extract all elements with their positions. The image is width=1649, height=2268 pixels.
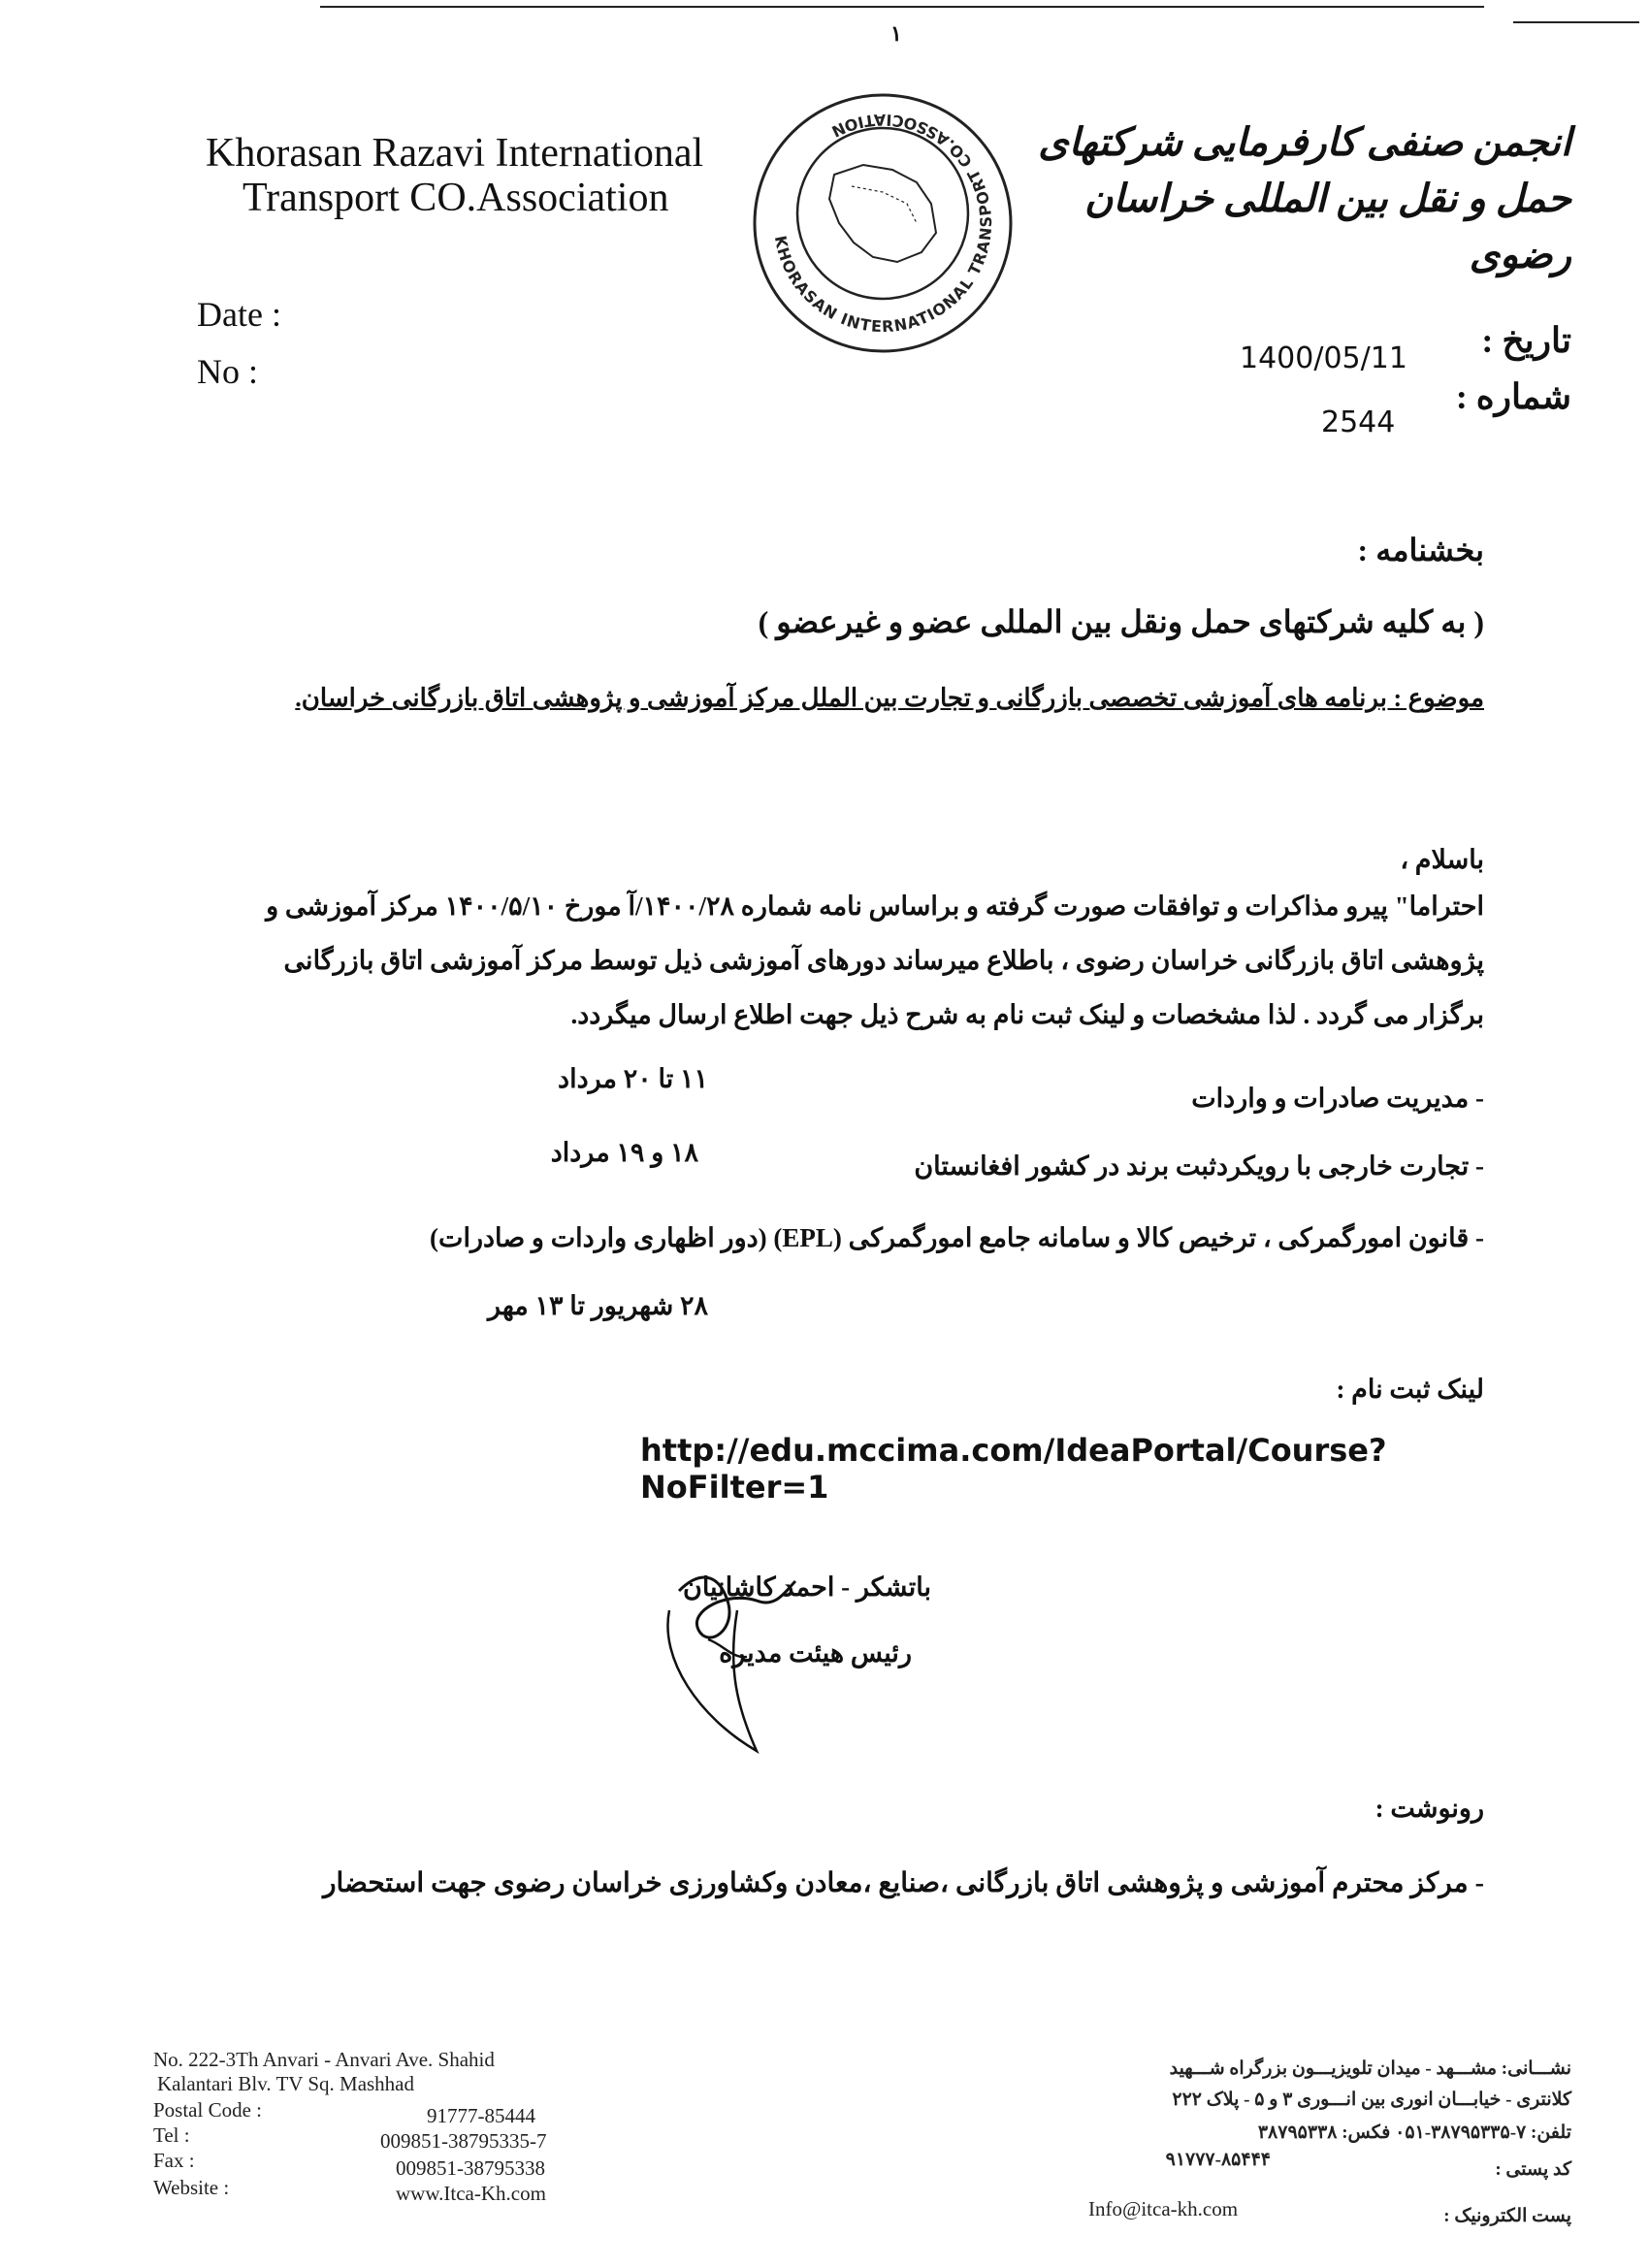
org-name-en-line1: Khorasan Razavi International <box>206 131 704 176</box>
no-label-fa: شماره : <box>1455 377 1571 416</box>
no-label-en: No : <box>197 352 258 391</box>
footer-email-value[interactable]: Info@itca-kh.com <box>1088 2197 1239 2220</box>
svg-text:KHORASAN INTERNATIONAL TRANSPO: KHORASAN INTERNATIONAL TRANSPORT CO.ASSOCIATION <box>770 110 996 337</box>
footer-website-value[interactable]: www.Itca-Kh.com <box>396 2182 546 2205</box>
footer-email-label-fa: پست الکترونیک : <box>1443 2206 1571 2226</box>
greeting: باسلام ، <box>1400 845 1484 874</box>
course-1-title: - مدیریت صادرات و واردات <box>1191 1084 1484 1113</box>
date-value: 1400/05/11 <box>1240 341 1407 375</box>
footer-tel-label: Tel : <box>153 2123 190 2147</box>
course-3-title: - قانون امورگمرکی ، ترخیص کالا و سامانه جامع امورگمرکی (EPL) (دور اظهاری واردات و صادرات) <box>430 1223 1484 1252</box>
footer-address-fa-2: کلانتری - خیابـــان انوری بین انـــوری ۳ و ۵ - پلاک ۲۲۲ <box>1172 2090 1571 2110</box>
paragraph-line-2: پژوهشی اتاق بازرگانی خراسان رضوی ، باطلاع میرساند دورهای آموزشی ذیل توسط مرکز آموزشی اتاق بازرگانی <box>283 946 1484 975</box>
footer-address-en-2: Kalantari Blv. TV Sq. Mashhad <box>157 2072 415 2095</box>
date-label-fa: تاریخ : <box>1481 321 1571 360</box>
cc-label: رونوشت : <box>1374 1794 1484 1823</box>
association-logo-seal <box>737 78 1028 369</box>
top-rule-right <box>1513 21 1639 23</box>
signature-position: رئیس هیئت مدیره <box>719 1638 912 1668</box>
footer-postal-label: Postal Code : <box>153 2098 263 2122</box>
footer-postal-label-fa: کد پستی : <box>1495 2159 1571 2180</box>
org-name-fa: انجمن صنفی کارفرمایی شرکتهای حمل و نقل بین المللی خراسان رضوی <box>1038 120 1571 276</box>
paragraph-line-3: برگزار می گردد . لذا مشخصات و لینک ثبت نام به شرح ذیل جهت اطلاع ارسال میگردد. <box>570 1000 1484 1029</box>
course-2-title: - تجارت خارجی با رویکردثبت برند در کشور افغانستان <box>914 1151 1484 1181</box>
footer-fax-label: Fax : <box>153 2149 195 2172</box>
footer-address-en-1: No. 222-3Th Anvari - Anvari Ave. Shahid <box>153 2048 495 2071</box>
top-mark: ١ <box>890 21 902 46</box>
footer-postal-value-fa: ۹۱۷۷۷-۸۵۴۴۴ <box>1165 2150 1271 2170</box>
footer-fax-value: 009851-38795338 <box>396 2156 545 2180</box>
course-3-dates: ۲۸ شهریور تا ۱۳ مهر <box>487 1291 708 1320</box>
paragraph-line-1: احتراما" پیرو مذاکرات و توافقات صورت گرفته و براساس نامه شماره ۱۴۰۰/۲۸/آ مورخ ۱۴۰۰/۵/۱۰ مرکز آموزشی و <box>266 891 1484 921</box>
letter-number: 2544 <box>1321 405 1396 439</box>
top-rule <box>320 6 1484 8</box>
date-label-en: Date : <box>197 295 281 334</box>
subject-line: موضوع : برنامه های آموزشی تخصصی بازرگانی و تجارت بین الملل مرکز آموزشی و پژوهشی اتاق بازرگانی خراسان. <box>295 684 1484 712</box>
footer-postal-value: 91777-85444 <box>427 2104 535 2127</box>
course-2-dates: ۱۸ و ۱۹ مرداد <box>550 1138 698 1167</box>
footer-tel-value: 009851-38795335-7 <box>380 2129 547 2153</box>
cc-line: - مرکز محترم آموزشی و پژوهشی اتاق بازرگانی ،صنایع ،معادن وکشاورزی خراسان رضوی جهت استحضار <box>323 1868 1484 1898</box>
signature-thanks: باتشکر - احمد کاشانیان <box>682 1572 931 1602</box>
footer-address-fa-1: نشـــانی: مشـــهد - میدان تلویزیـــون بزرگراه شـــهید <box>1169 2058 1571 2079</box>
org-name-en-line2: Transport CO.Association <box>242 176 669 220</box>
footer-phone-fa: تلفن: ۷-۳۸۷۹۵۳۳۵-۰۵۱ فکس: ۳۸۷۹۵۳۳۸ <box>1257 2122 1571 2143</box>
recipients-line: ( به کلیه شرکتهای حمل ونقل بین المللی عضو و غیرعضو ) <box>758 604 1484 639</box>
registration-link-url[interactable]: http://edu.mccima.com/IdeaPortal/Course?NoFilter=1 <box>640 1432 1387 1506</box>
circular-heading: بخشنامه : <box>1357 533 1484 567</box>
registration-link-label: لینک ثبت نام : <box>1336 1375 1484 1404</box>
course-1-dates: ۱۱ تا ۲۰ مرداد <box>558 1064 708 1093</box>
footer-website-label: Website : <box>153 2176 230 2199</box>
